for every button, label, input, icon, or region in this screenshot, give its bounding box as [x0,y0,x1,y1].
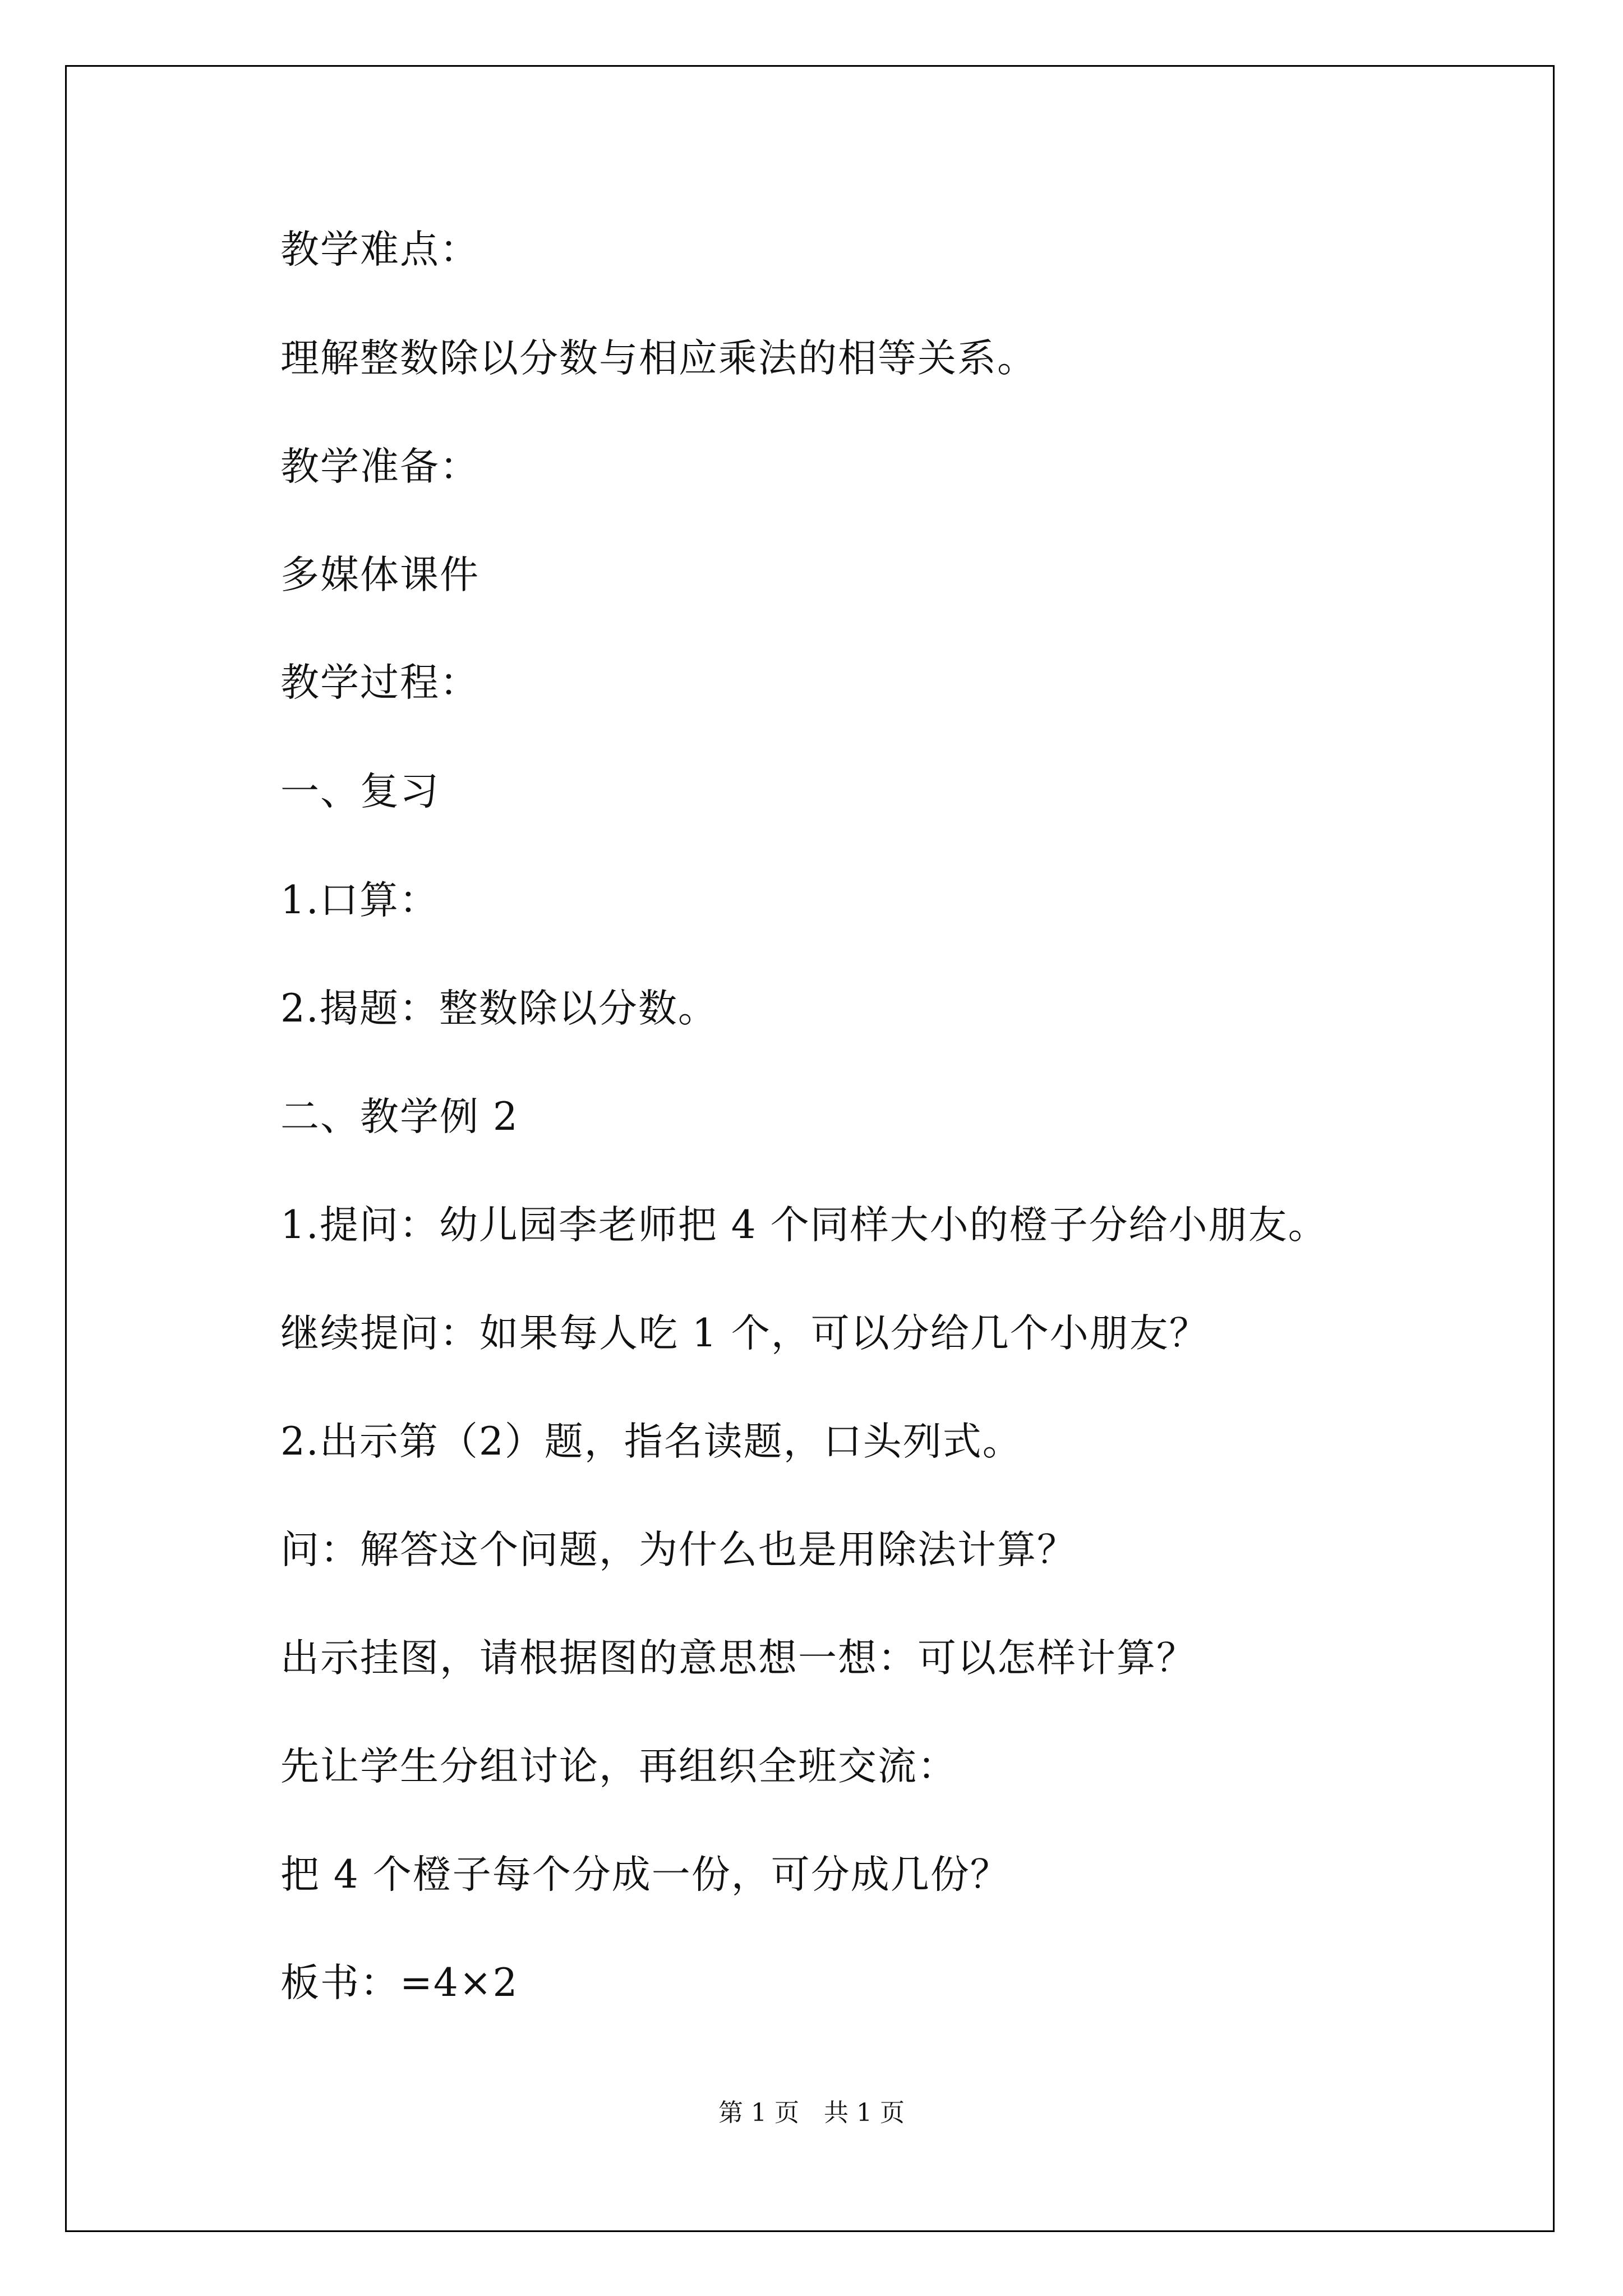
heading-teaching-preparation: 教学准备： [280,444,479,489]
paragraph-line: 问：解答这个问题，为什么也是用除法计算？ [280,1527,1077,1572]
paragraph-line: 先让学生分组讨论，再组织全班交流： [280,1744,957,1789]
page-border [65,65,1555,2232]
section-heading-example: 二、教学例 2 [280,1094,519,1139]
paragraph-line: 把 4 个橙子每个分成一份，可分成几份？ [280,1852,1010,1897]
heading-teaching-process: 教学过程： [280,660,479,705]
page-number-footer: 第 1 页 共 1 页 [718,2099,905,2127]
paragraph-line: 出示挂图，请根据图的意思想一想：可以怎样计算？ [280,1636,1196,1681]
blackboard-line: 板书：=4×2 [280,1961,519,2005]
paragraph-line: 理解整数除以分数与相应乘法的相等关系。 [280,336,1037,381]
list-item: 1.口算： [280,878,439,923]
list-item: 2.揭题：整数除以分数。 [280,986,718,1031]
heading-teaching-difficulty: 教学难点： [280,227,479,272]
list-item: 1.提问：幼儿园李老师把 4 个同样大小的橙子分给小朋友。 [280,1203,1328,1248]
paragraph-line: 多媒体课件 [280,553,479,597]
list-item: 2.出示第（2）题，指名读题，口头列式。 [280,1419,1022,1464]
section-heading-review: 一、复习 [280,769,440,814]
paragraph-line: 继续提问：如果每人吃 1 个，可以分给几个小朋友？ [280,1311,1209,1356]
